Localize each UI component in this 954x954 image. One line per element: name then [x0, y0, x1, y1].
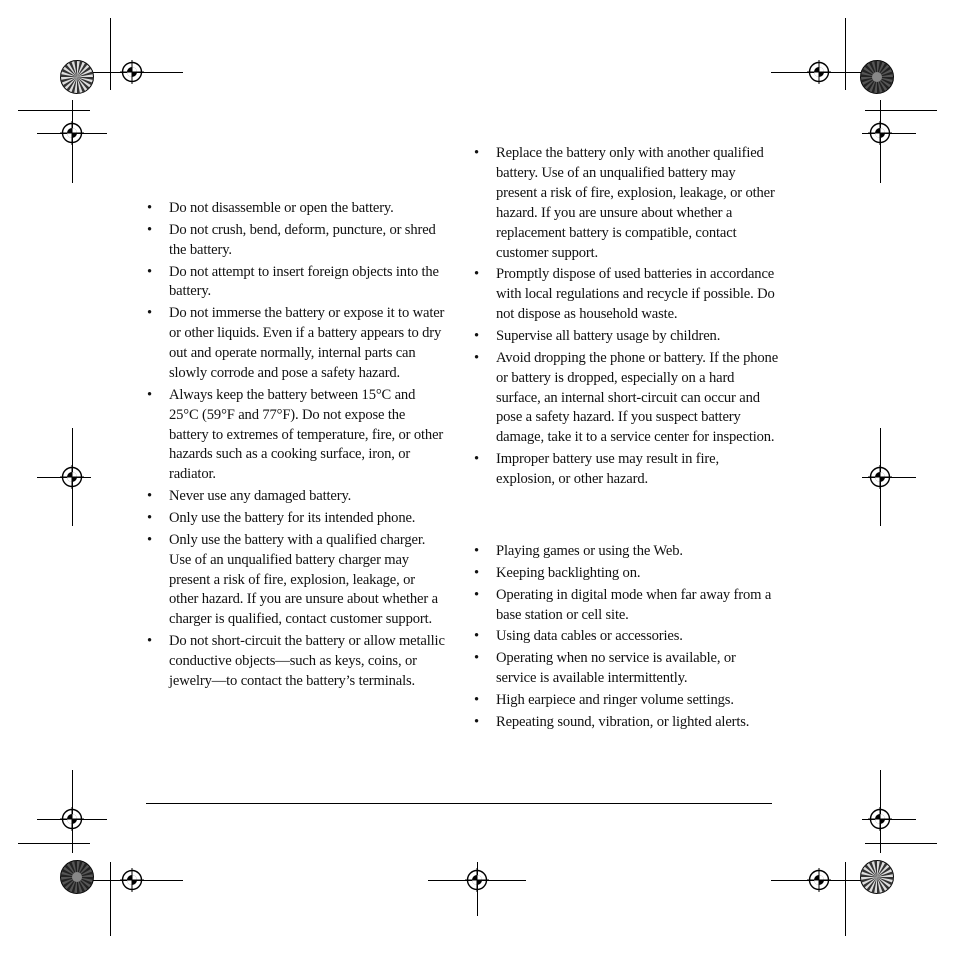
crop-line — [845, 18, 846, 90]
list-item: • Avoid dropping the phone or battery. If the phone or battery is dropped, especially on a hard surface, an internal short-circuit can occur and pose a safety hazard. If you suspect battery damage, take it to a service center for inspection. — [474, 349, 779, 449]
list-item: • Operating in digital mode when far away from a base station or cell site. — [474, 586, 779, 626]
list-item: • Improper battery use may result in fire, explosion, or other hazard. — [474, 450, 779, 490]
list-item: • High earpiece and ringer volume settings. — [474, 691, 779, 711]
starburst-icon — [59, 59, 95, 95]
list-item: • Never use any damaged battery. — [147, 487, 447, 507]
list-item: • Do not attempt to insert foreign objects into the battery. — [147, 263, 447, 303]
list-item: • Supervise all battery usage by children. — [474, 327, 779, 347]
battery-drain-factors-list — [474, 542, 779, 734]
list-item: • Do not immerse the battery or expose it to water or other liquids. Even if a battery appears to dry out and operate normally, internal parts can slowly corrode and pose a safety hazard. — [147, 304, 447, 384]
battery-safety-list-left — [147, 199, 447, 694]
list-item: • Do not crush, bend, deform, puncture, or shred the battery. — [147, 221, 447, 261]
crop-line — [110, 862, 111, 936]
list-item: • Always keep the battery between 15°C and 25°C (59°F and 77°F). Do not expose the battery to extremes of temperature, fire, or other hazards such as a cooking surface, iron, or radiator. — [147, 386, 447, 486]
starburst-icon — [859, 59, 895, 95]
registration-target-icon — [868, 807, 892, 831]
list-item: • Do not disassemble or open the battery. — [147, 199, 447, 219]
registration-target-icon — [60, 465, 84, 489]
list-item: • Keeping backlighting on. — [474, 564, 779, 584]
list-item: • Playing games or using the Web. — [474, 542, 779, 562]
list-item: • Replace the battery only with another qualified battery. Use of an unqualified battery may present a risk of fire, explosion, leakage, or other hazard. If you are unsure about whether a replacement battery is compatible, contact customer support. — [474, 144, 779, 263]
crop-line — [865, 110, 937, 111]
crop-line — [845, 862, 846, 936]
list-item: • Promptly dispose of used batteries in accordance with local regulations and recycle if possible. Do not dispose as household waste. — [474, 265, 779, 325]
registration-target-icon — [60, 121, 84, 145]
battery-safety-list-right — [474, 144, 779, 492]
registration-target-icon — [120, 868, 144, 892]
list-item: • Using data cables or accessories. — [474, 627, 779, 647]
starburst-icon — [59, 859, 95, 895]
crop-line — [18, 843, 90, 844]
list-item: • Operating when no service is available, or service is available intermittently. — [474, 649, 779, 689]
registration-target-icon — [60, 807, 84, 831]
registration-target-icon — [807, 868, 831, 892]
list-item: • Only use the battery for its intended phone. — [147, 509, 447, 529]
list-item: • Only use the battery with a qualified charger. Use of an unqualified battery charger may present a risk of fire, explosion, leakage, or other hazard. If you are unsure about whether a charger is qualified, contact customer support. — [147, 531, 447, 631]
list-item: • Repeating sound, vibration, or lighted alerts. — [474, 713, 779, 733]
registration-target-icon — [120, 60, 144, 84]
starburst-icon — [859, 859, 895, 895]
registration-target-icon — [868, 121, 892, 145]
crop-line — [110, 18, 111, 90]
crop-line — [865, 843, 937, 844]
footer-rule — [146, 803, 772, 804]
list-item: • Do not short-circuit the battery or allow metallic conductive objects—such as keys, coins, or jewelry—to contact the battery’s terminals. — [147, 632, 447, 692]
registration-target-icon — [868, 465, 892, 489]
registration-target-icon — [465, 868, 489, 892]
registration-target-icon — [807, 60, 831, 84]
crop-line — [18, 110, 90, 111]
